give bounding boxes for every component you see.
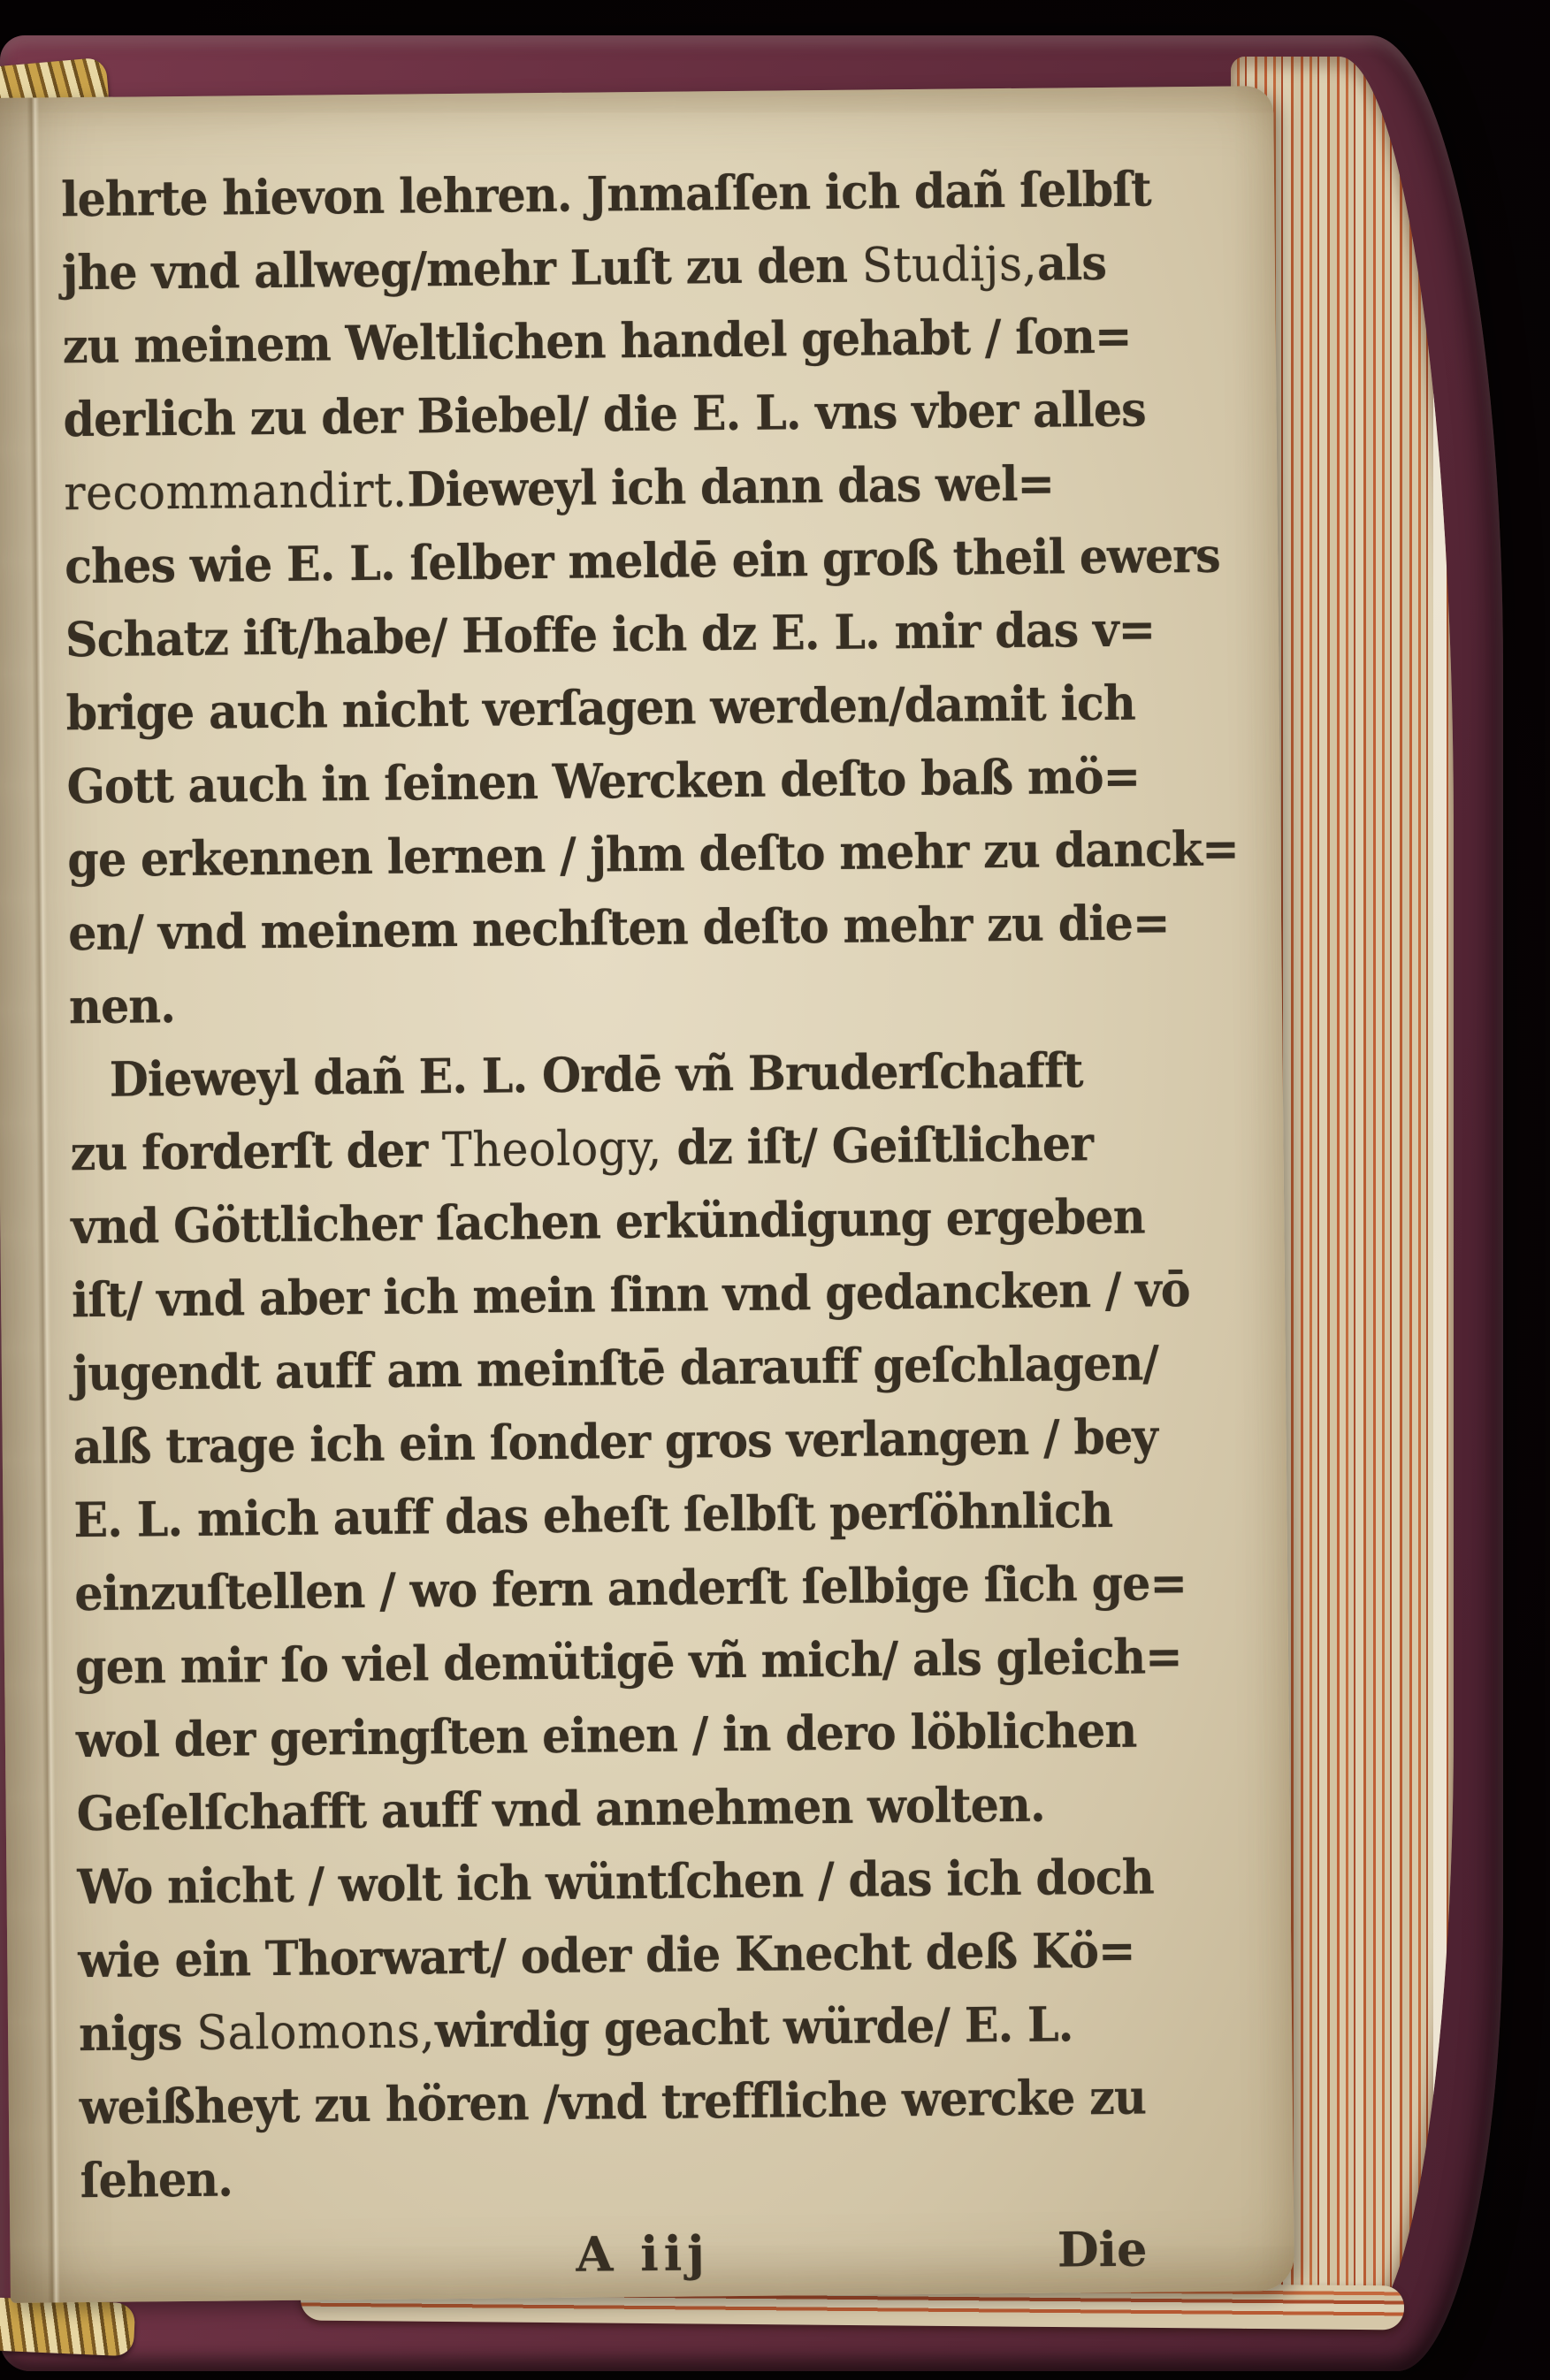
fraktur-text: Wo nicht / wolt ich wüntſchen / das ich doch (77, 1848, 1155, 1916)
fraktur-text: lehrte hievon lehren. Jnmaſſen ich dañ ſelbſt (60, 160, 1151, 228)
gutter-fold (27, 97, 60, 2302)
text-line (64, 446, 1095, 530)
text-line (67, 887, 1170, 970)
catchword: Die (1057, 2220, 1148, 2278)
text-line (73, 1400, 1158, 1484)
text-line (63, 373, 1147, 456)
text-line (69, 1034, 1100, 1117)
fraktur-text: Geſelſchafft auff vnd annehmen wolten. (76, 1775, 1045, 1842)
text-line (65, 593, 1156, 676)
fraktur-text: E. L. mich auff das eheſt ſelbſt perſöhnlich (73, 1481, 1113, 1549)
fraktur-text: jhe vnd allweg/mehr Luſt zu den (61, 236, 863, 301)
fraktur-text: weißheyt zu hören /vnd treffliche wercke zu (79, 2068, 1147, 2136)
text-line (71, 1180, 1145, 1263)
fraktur-text: wie ein Thorwart/ oder die Knecht deß Kö= (77, 1921, 1135, 1989)
fraktur-text: Dieweyl dañ E. L. Ordē vñ Bruderſchafft (109, 1041, 1083, 1108)
fraktur-text: jugendt auff am meinſtē darauff geſchlagen/ (72, 1334, 1159, 1402)
fraktur-text: zu forderſt der (70, 1121, 443, 1182)
fraktur-text: alß trage ich ein ſonder gros verlangen / bey (73, 1407, 1158, 1476)
fraktur-text: nen. (68, 977, 176, 1035)
antiqua-text: Salomons, (196, 2002, 436, 2061)
fraktur-text: gen mir ſo viel demütigē vñ mich/ als gleich= (74, 1628, 1183, 1696)
fraktur-text: einzuſtellen / wo fern anderſt ſelbige ſich ge= (73, 1554, 1187, 1622)
text-line (62, 300, 1132, 383)
fraktur-text: Dieweyl ich dann das wel= (407, 454, 1055, 518)
signature-row (80, 2210, 1178, 2297)
text-line (76, 1767, 1107, 1850)
fraktur-text: derlich zu der Biebel/ die E. L. vns vber alles (63, 380, 1147, 448)
text-line (71, 1254, 1190, 1337)
fraktur-text: zu meinem Weltlichen handel gehabt / ſon= (62, 307, 1132, 375)
antiqua-text: Studijs, (861, 235, 1038, 294)
text-line (73, 1547, 1187, 1630)
fraktur-text: iſt/ vnd aber ich mein ſinn vnd gedancken / vō (71, 1261, 1190, 1329)
fraktur-text: dz iſt/ Geiſtlicher (661, 1115, 1094, 1176)
book-page (0, 86, 1294, 2303)
text-line (69, 960, 1100, 1043)
fraktur-text: brige auch nicht verſagen werden/damit ich (65, 674, 1136, 742)
page-text (60, 152, 1240, 2297)
fraktur-text: ſehen. (80, 2150, 233, 2209)
text-line (75, 1694, 1137, 1777)
text-lines (60, 152, 1240, 2217)
text-line (77, 1914, 1135, 1997)
fraktur-text: vnd Göttlicher ſachen erkündigung ergeben (71, 1187, 1145, 1255)
fraktur-text: ge erkennen lernen / jhm deſto mehr zu danck= (67, 820, 1240, 889)
fraktur-text: wol der geringſten einen / in dero löblichen (75, 1701, 1137, 1769)
text-line (77, 1841, 1155, 1924)
text-line (80, 2134, 1111, 2217)
fraktur-text: wirdig geacht würde/ E. L. (434, 1995, 1073, 2059)
fraktur-text: Gott auch in ſeinen Wercken deſto baß mö= (66, 747, 1141, 815)
text-line (70, 1107, 1101, 1190)
fraktur-text: nigs (78, 2003, 197, 2063)
antiqua-text: Theology, (441, 1119, 663, 1179)
text-line (64, 520, 1220, 603)
antiqua-text: recommandirt. (64, 462, 408, 522)
signature-mark: A iij (576, 2224, 711, 2283)
fraktur-text: Schatz iſt/habe/ Hoffe ich dz E. L. mir das v= (65, 600, 1156, 668)
text-line (79, 1987, 1110, 2071)
headband-bottom (0, 2298, 135, 2357)
text-line (72, 1327, 1159, 1410)
text-line (74, 1621, 1183, 1704)
fraktur-text: en/ vnd meinem nechſten deſto mehr zu die= (67, 894, 1170, 962)
text-line (60, 153, 1151, 236)
fraktur-text: als (1036, 233, 1107, 292)
text-line (65, 667, 1136, 750)
text-line (66, 740, 1141, 823)
text-line (61, 226, 1107, 309)
text-line (67, 813, 1240, 896)
text-line (79, 2061, 1147, 2144)
text-line (73, 1474, 1113, 1557)
fraktur-text: ches wie E. L. ſelber meldē ein groß theil ewers (64, 526, 1220, 595)
